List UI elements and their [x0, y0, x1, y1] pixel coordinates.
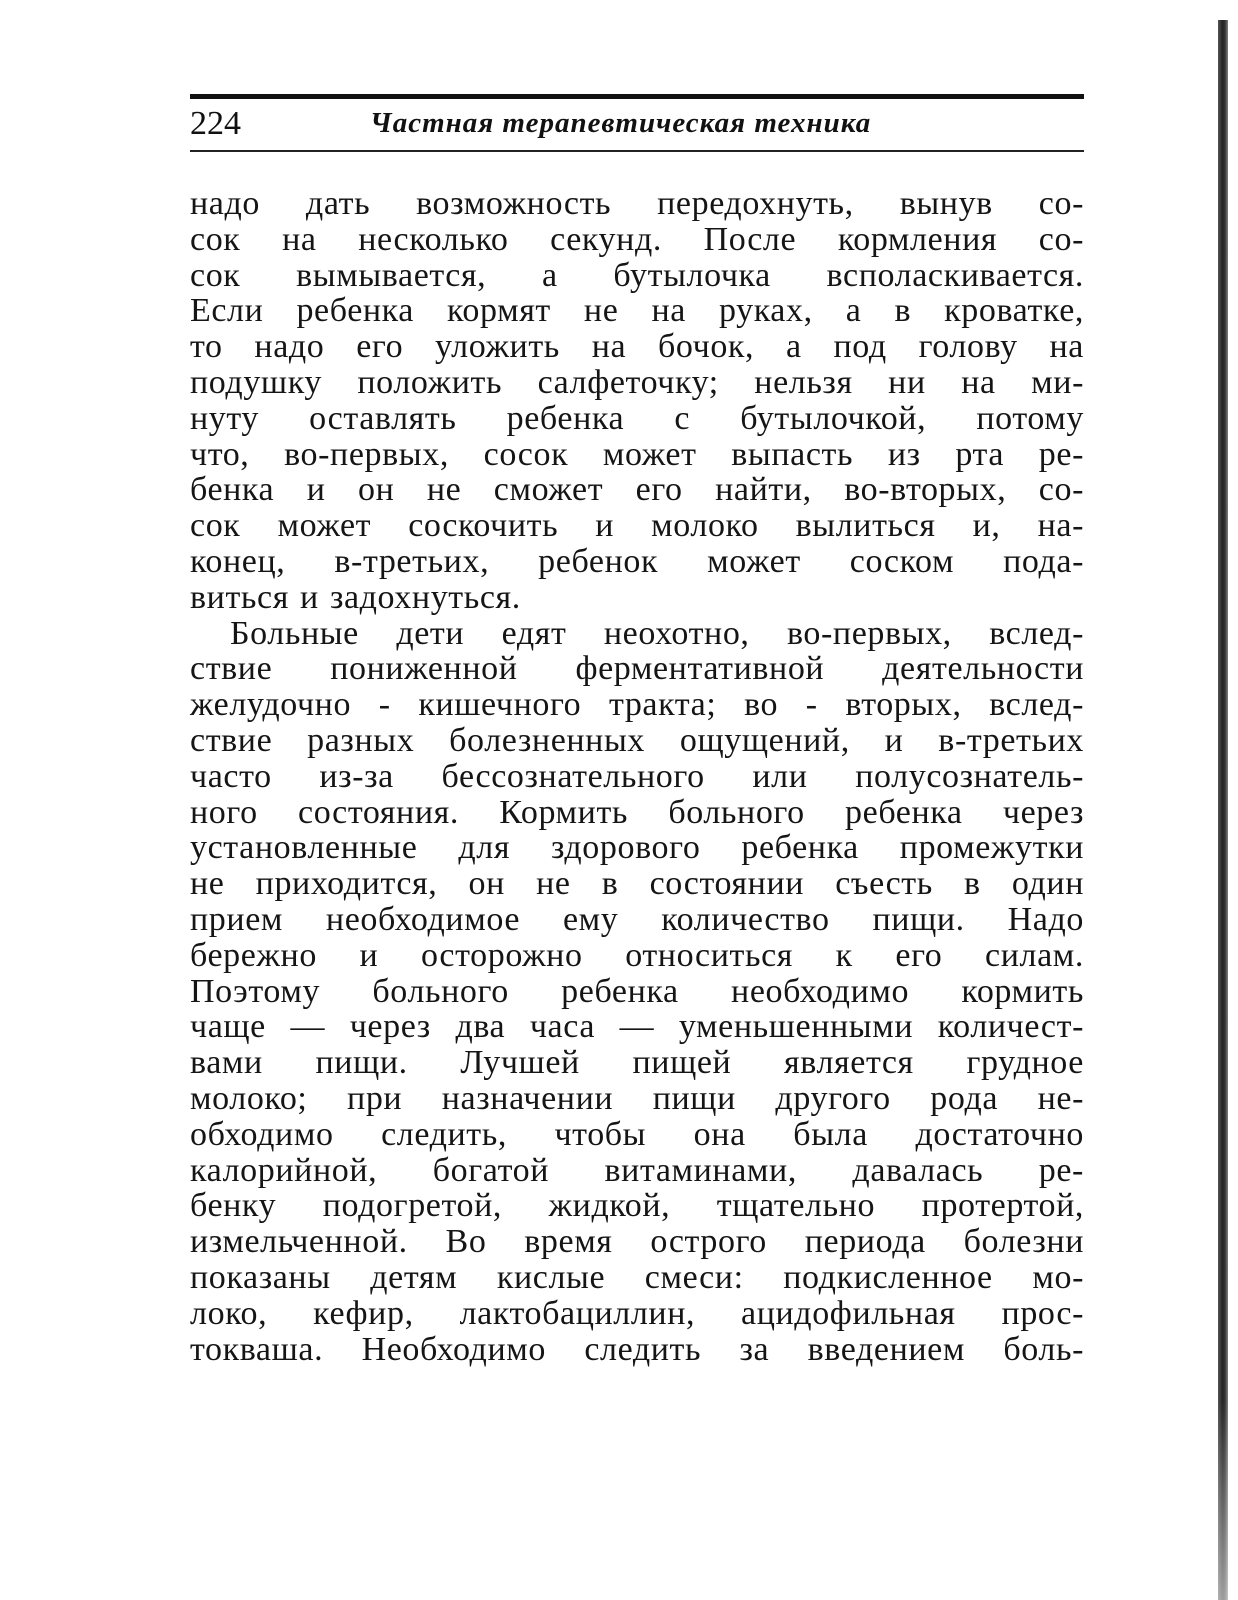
body-text [190, 186, 1084, 1367]
text-line: обходимо следить, чтобы она была достаточно [190, 1115, 1084, 1153]
running-title: Частная терапевтическая техника [370, 107, 872, 139]
text-line: показаны детям кислые смеси: подкисленное мо- [190, 1258, 1084, 1296]
text-line: прием необходимое ему количество пищи. Надо [190, 900, 1084, 938]
page-number: 224 [190, 105, 241, 142]
text-line: вами пищи. Лучшей пищей является грудное [190, 1044, 1084, 1082]
text-line: локо, кефир, лактобациллин, ацидофильная прос- [190, 1294, 1084, 1332]
text-line: сок вымывается, а бутылочка всполаскивается. [190, 256, 1084, 294]
text-line: измельченной. Во время острого периода болезни [190, 1223, 1084, 1261]
text-line: виться и задохнуться. [190, 578, 521, 616]
text-line: сок может соскочить и молоко вылиться и, на- [190, 507, 1084, 545]
text-line: Если ребенка кормят не на руках, а в кроватке, [190, 292, 1084, 330]
text-line: Больные дети едят неохотно, во-первых, вслед- [230, 614, 1084, 652]
paragraph-1 [190, 186, 1084, 616]
text-line: что, во-первых, сосок может выпасть из рта ре- [190, 435, 1084, 473]
text-line: желудочно - кишечного тракта; во - вторых, вслед- [190, 686, 1084, 724]
text-line: чаще — через два часа — уменьшенными количест- [190, 1008, 1084, 1046]
text-line: ствие разных болезненных ощущений, и в-третьих [190, 721, 1084, 759]
text-line: калорийной, богатой витаминами, давалась ре- [190, 1151, 1084, 1189]
text-line: ствие пониженной ферментативной деятельности [190, 650, 1084, 688]
text-line: токваша. Необходимо следить за введением боль- [190, 1330, 1084, 1368]
text-line: конец, в-третьих, ребенок может соском пода- [190, 542, 1084, 580]
paragraph-2 [190, 616, 1084, 1368]
text-line: часто из-за бессознательного или полусознатель- [190, 757, 1084, 795]
text-line: подушку положить салфеточку; нельзя ни на ми- [190, 363, 1084, 401]
text-line: ного состояния. Кормить больного ребенка через [190, 793, 1084, 831]
text-line: то надо его уложить на бочок, а под голову на [190, 328, 1084, 366]
text-line: бенка и он не сможет его найти, во-вторых, со- [190, 471, 1084, 509]
text-line: надо дать возможность передохнуть, вынув со- [190, 185, 1084, 222]
binding-edge [1218, 20, 1228, 1600]
text-line: бенку подогретой, жидкой, тщательно протертой, [190, 1187, 1084, 1225]
header-bottom-rule [190, 150, 1084, 152]
binding-edge-fade [1218, 1400, 1228, 1600]
text-line: молоко; при назначении пищи другого рода не- [190, 1079, 1084, 1117]
text-line: Поэтому больного ребенка необходимо кормить [190, 972, 1084, 1010]
text-line: установленные для здорового ребенка промежутки [190, 829, 1084, 867]
text-line: не приходится, он не в состоянии съесть в один [190, 865, 1084, 903]
text-line: нуту оставлять ребенка с бутылочкой, потому [190, 399, 1084, 437]
text-line: бережно и осторожно относиться к его силам. [190, 936, 1084, 974]
header-top-rule [190, 94, 1084, 99]
text-line: сок на несколько секунд. После кормления со- [190, 220, 1084, 258]
